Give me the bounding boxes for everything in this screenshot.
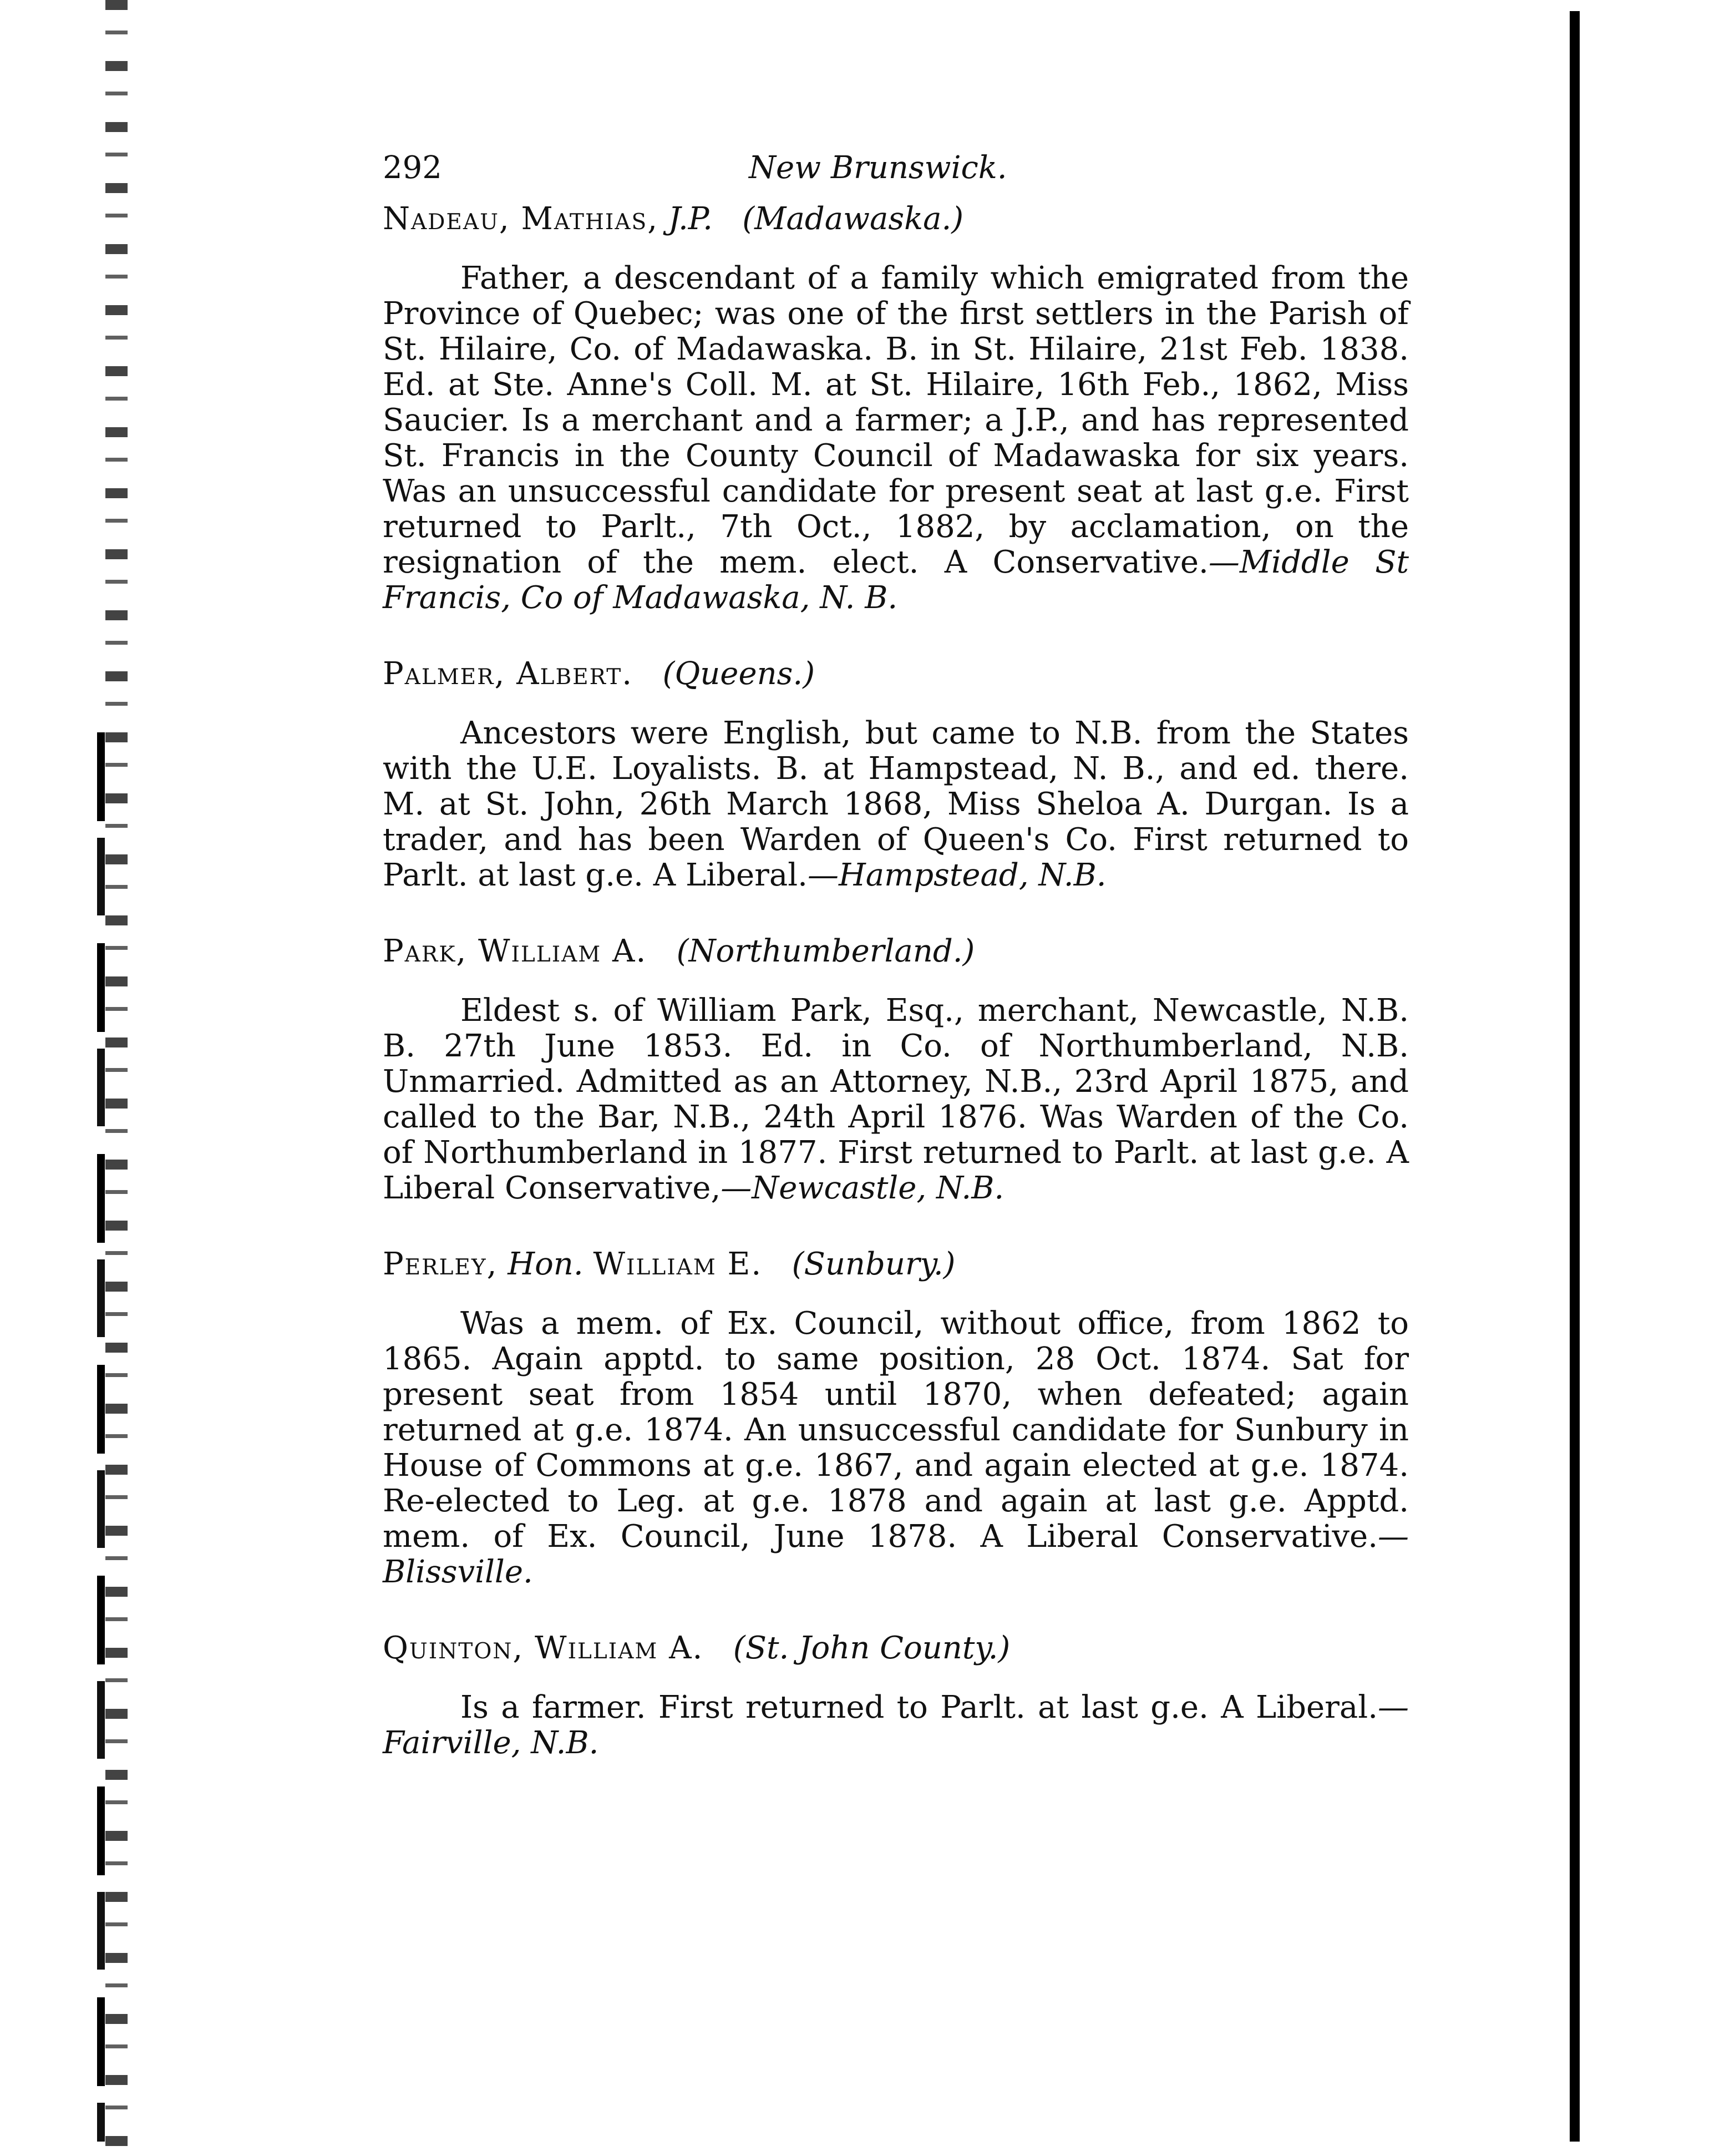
residence: —Blissville. bbox=[383, 1519, 1409, 1590]
scan-margin-noise bbox=[105, 0, 128, 2156]
entry-heading bbox=[383, 1629, 1409, 1668]
member-given-name: William E. bbox=[593, 1246, 763, 1282]
member-name: Nadeau, Mathias, bbox=[383, 201, 659, 237]
entry-palmer bbox=[383, 655, 1409, 893]
constituency: (Madawaska.) bbox=[742, 201, 964, 237]
entry-text bbox=[383, 261, 1409, 616]
member-name: Park, William A. bbox=[383, 933, 647, 969]
page-number: 292 bbox=[383, 150, 442, 186]
entry-perley bbox=[383, 1245, 1409, 1590]
scan-binding-edge bbox=[97, 732, 105, 2142]
residence: —Fairville, N.B. bbox=[383, 1689, 1409, 1761]
residence: —Newcastle, N.B. bbox=[721, 1170, 1005, 1206]
biography: Father, a descendant of a family which emigrated from the Province of Quebec; was one of the first settlers in the Parish of St. Hilaire, Co. of Madawaska. B. in St. Hilaire, 21st Feb. 1838. Ed. at Ste. Anne's Coll. M. at St. Hilaire, 16th Feb., 1862, Miss Saucier. Is a merchant and a farmer; a J.P., and has represented St. Francis in the County Council of Madawaska for six years. Was an unsuccessful candidate for present seat at last g.e. First returned to Parlt., 7th Oct., 1882, by acclamation, on the resignation of the mem. elect. A Conservative. bbox=[383, 260, 1409, 580]
biography: Was a mem. of Ex. Council, without office, from 1862 to 1865. Again apptd. to same position, 28 Oct. 1874. Sat for present seat from 1854 until 1870, when defeated; again returned at g.e. 1874. An unsuccessful candidate for Sunbury in House of Commons at g.e. 1867, and again elected at g.e. 1874. Re-elected to Leg. at g.e. 1878 and again at last g.e. Apptd. mem. of Ex. Council, June 1878. A Liberal Conservative. bbox=[383, 1305, 1409, 1555]
entry-quinton bbox=[383, 1629, 1409, 1761]
residence: —Middle St Francis, Co of Madawaska, N. B. bbox=[383, 544, 1409, 616]
member-title: J.P. bbox=[668, 201, 713, 237]
entry-heading bbox=[383, 655, 1409, 694]
member-honorific: Hon. bbox=[508, 1246, 584, 1282]
scan-page-edge-rule bbox=[1570, 11, 1580, 2142]
entry-heading bbox=[383, 1245, 1409, 1284]
entry-text bbox=[383, 716, 1409, 893]
entry-heading bbox=[383, 932, 1409, 971]
biography: Is a farmer. First returned to Parlt. at last g.e. A Liberal. bbox=[460, 1689, 1378, 1725]
entry-text bbox=[383, 1690, 1409, 1761]
entry-nadeau bbox=[383, 200, 1409, 616]
constituency: (St. John County.) bbox=[733, 1630, 1011, 1666]
entry-park bbox=[383, 932, 1409, 1206]
member-name: Quinton, William A. bbox=[383, 1630, 704, 1666]
entry-text bbox=[383, 1306, 1409, 1590]
entry-heading bbox=[383, 200, 1409, 239]
running-title: New Brunswick. bbox=[749, 150, 1007, 186]
constituency: (Northumberland.) bbox=[676, 933, 975, 969]
running-head bbox=[383, 150, 1409, 200]
member-name: Palmer, Albert. bbox=[383, 656, 633, 692]
biography: Ancestors were English, but came to N.B. from the States with the U.E. Loyalists. B. at Hampstead, N. B., and ed. there. M. at St. John, 26th March 1868, Miss Sheloa A. Durgan. Is a trader, and has been Warden of Queen's Co. First returned to Parlt. at last g.e. A Liberal. bbox=[383, 715, 1409, 893]
biography: Eldest s. of William Park, Esq., merchant, Newcastle, N.B. B. 27th June 1853. Ed. in Co. of Northumberland, N.B. Unmarried. Admitted as an Attorney, N.B., 23rd April 1875, and called to the Bar, N.B., 24th April 1876. Was Warden of the Co. of Northumberland in 1877. First returned to Parlt. at last g.e. A Liberal Conservative, bbox=[383, 993, 1409, 1206]
constituency: (Sunbury.) bbox=[792, 1246, 956, 1282]
member-name: Perley, bbox=[383, 1246, 498, 1282]
residence: —Hampstead, N.B. bbox=[807, 857, 1107, 893]
entry-text bbox=[383, 993, 1409, 1206]
constituency: (Queens.) bbox=[662, 656, 815, 692]
book-page bbox=[383, 150, 1409, 1800]
